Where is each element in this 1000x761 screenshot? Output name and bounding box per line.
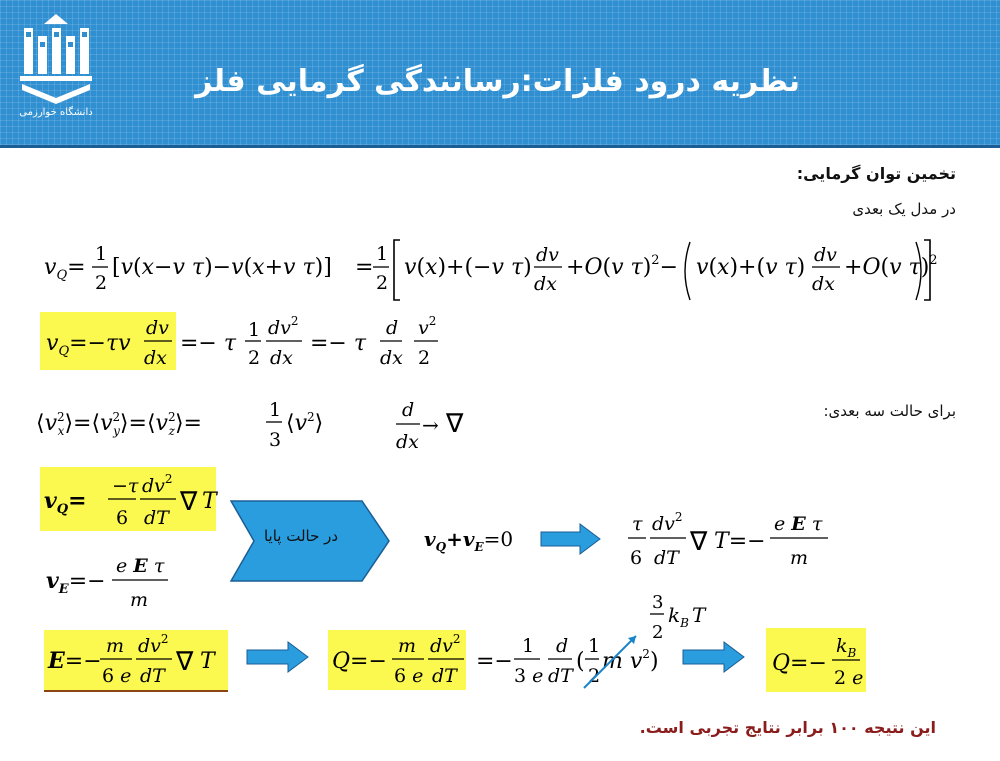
svg-text:2 e: 2 e	[834, 667, 864, 689]
svg-text:v(x)+(v τ): v(x)+(v τ)	[696, 255, 806, 280]
svg-text:dv: dv	[536, 244, 559, 266]
svg-text:dT: dT	[432, 665, 457, 687]
svg-text:e E τ: e E τ	[774, 513, 823, 535]
svg-text:[v(x−v τ)−v(x+v τ)]: [v(x−v τ)−v(x+v τ)]	[112, 255, 332, 280]
svg-text:dv2: $dv^2$	[652, 510, 683, 535]
svg-text:m v2): m $v^2$)	[602, 647, 659, 674]
one-dim-label: در مدل یک بعدی	[852, 200, 956, 218]
svg-text:6: 6	[630, 547, 643, 569]
equation-q-first	[328, 628, 678, 692]
svg-text:vE=−: $v_E=-$	[46, 568, 106, 597]
svg-text:dT: dT	[140, 665, 165, 687]
right-arrow-icon	[246, 640, 310, 674]
svg-text:Q=−: Q=−	[772, 651, 827, 676]
svg-text:τ: τ	[632, 513, 643, 535]
svg-text:dx: dx	[812, 273, 835, 295]
svg-text:1: 1	[376, 243, 389, 265]
svg-text:dx: dx	[144, 347, 167, 369]
svg-text:∇: ∇	[446, 409, 464, 439]
equation-steady-result	[628, 508, 838, 572]
svg-text:v(x)+(−v τ): v(x)+(−v τ)	[404, 255, 532, 280]
svg-text:⟨v2x⟩=⟨v2y⟩=⟨v2z⟩=: $⟨v^2$ $x⟩=⟨v^2$ $y⟩=⟨v^2$ z⟩=	[36, 410, 202, 438]
section-subtitle: تخمین توان گرمایی:	[796, 164, 956, 183]
svg-text:T: T	[200, 649, 215, 674]
svg-text:E=−: E=−	[48, 648, 102, 674]
three-dim-label: برای حالت سه بعدی:	[823, 402, 956, 420]
svg-text:e E τ: e E τ	[116, 555, 165, 577]
svg-text:m: m	[398, 635, 417, 657]
equation-e-field	[44, 628, 234, 692]
svg-text:=− τ: =− τ	[180, 331, 237, 356]
svg-text:dx: dx	[380, 347, 403, 369]
svg-text:m: m	[106, 635, 125, 657]
svg-text:dv2: $dv^2$	[138, 632, 169, 657]
svg-text:kBT: $k_B$ T	[668, 603, 706, 630]
svg-text:dx: dx	[396, 431, 419, 453]
svg-text:dT: dT	[654, 547, 679, 569]
svg-text:vQ+vE=0: $v_Q+v_E=0$	[424, 527, 514, 554]
svg-text:T=−: T=−	[714, 529, 766, 554]
svg-text:2: 2	[376, 272, 389, 294]
svg-text:vQ=: $v_Q=$	[44, 488, 87, 517]
svg-text:vQ=: $v_Q=$	[44, 255, 86, 283]
svg-text:dT: dT	[548, 665, 573, 687]
svg-text:1: 1	[248, 319, 261, 341]
svg-text:3 e: 3 e	[514, 665, 544, 687]
equation-vq-nabla	[40, 466, 220, 532]
svg-text:−τ: −τ	[112, 475, 139, 497]
steady-state-label: در حالت پایا	[263, 527, 339, 545]
svg-text:kB: $k_B$	[836, 635, 857, 660]
svg-text:m: m	[130, 589, 149, 611]
svg-text:2: 2	[95, 272, 108, 294]
right-arrow-icon	[540, 522, 602, 556]
svg-text:d: d	[386, 317, 399, 339]
svg-text:2: 2	[248, 347, 261, 369]
svg-text:m: m	[790, 547, 809, 569]
svg-text:+O(v τ)2−: +O(v τ)$^2$−	[566, 253, 678, 280]
svg-text:6 e: 6 e	[102, 665, 132, 687]
equation-ve	[44, 550, 184, 614]
svg-text:d: d	[402, 399, 415, 421]
svg-text:dv: dv	[814, 244, 837, 266]
svg-text:⟨v2⟩: $⟨v^2⟩$	[286, 410, 324, 436]
svg-text:vQ=−τv: $v_Q=-\tau v$	[46, 331, 131, 359]
equation-steady-sum	[422, 520, 542, 560]
equation-q-final	[766, 628, 870, 694]
header-divider	[0, 145, 1000, 148]
svg-text:3: 3	[652, 592, 664, 613]
logo-text: دانشگاه خوارزمی	[19, 107, 93, 118]
svg-text:3: 3	[269, 429, 282, 451]
svg-text:1: 1	[269, 399, 282, 421]
svg-text:→: →	[422, 413, 439, 437]
svg-text:(: (	[576, 649, 585, 674]
svg-text:=− τ: =− τ	[310, 331, 367, 356]
svg-text:6: 6	[116, 507, 129, 529]
svg-text:v2: $v^2$	[418, 314, 437, 339]
equation-velocity-average	[36, 394, 496, 458]
svg-text:=: =	[355, 255, 374, 280]
svg-text:=−: =−	[476, 649, 513, 674]
equation-vq-definition	[40, 234, 940, 304]
svg-text:∇: ∇	[180, 487, 198, 517]
svg-text:dv: dv	[146, 317, 169, 339]
svg-text:1: 1	[522, 635, 535, 657]
svg-text:dv2: $dv^2$	[268, 314, 299, 339]
svg-text:dv2: $dv^2$	[430, 632, 461, 657]
svg-text:2: 2	[588, 665, 601, 687]
svg-text:∇: ∇	[690, 527, 708, 557]
svg-text:Q=−: Q=−	[332, 649, 387, 674]
svg-text:dx: dx	[270, 347, 293, 369]
university-logo-icon	[14, 12, 98, 118]
equation-vq-gradient	[40, 310, 460, 376]
svg-text:1: 1	[95, 243, 108, 265]
slide-title: نظریه درود فلزات:رسانندگی گرمایی فلز	[195, 64, 800, 99]
svg-text:T: T	[202, 489, 217, 514]
right-arrow-icon	[682, 640, 746, 674]
svg-text:2: 2	[652, 622, 664, 643]
svg-text:dT: dT	[144, 507, 169, 529]
svg-text:6 e: 6 e	[394, 665, 424, 687]
svg-text:1: 1	[588, 635, 601, 657]
svg-text:d: d	[556, 635, 569, 657]
svg-text:dv2: $dv^2$	[142, 472, 173, 497]
svg-text:∇: ∇	[176, 647, 194, 677]
conclusion-note: این نتیجه ۱۰۰ برابر نتایج تجربی است.	[639, 718, 936, 737]
svg-text:2: 2	[418, 347, 431, 369]
svg-text:+O(v τ)2: +O(v τ)$^2$	[844, 253, 938, 280]
svg-text:dx: dx	[534, 273, 557, 295]
